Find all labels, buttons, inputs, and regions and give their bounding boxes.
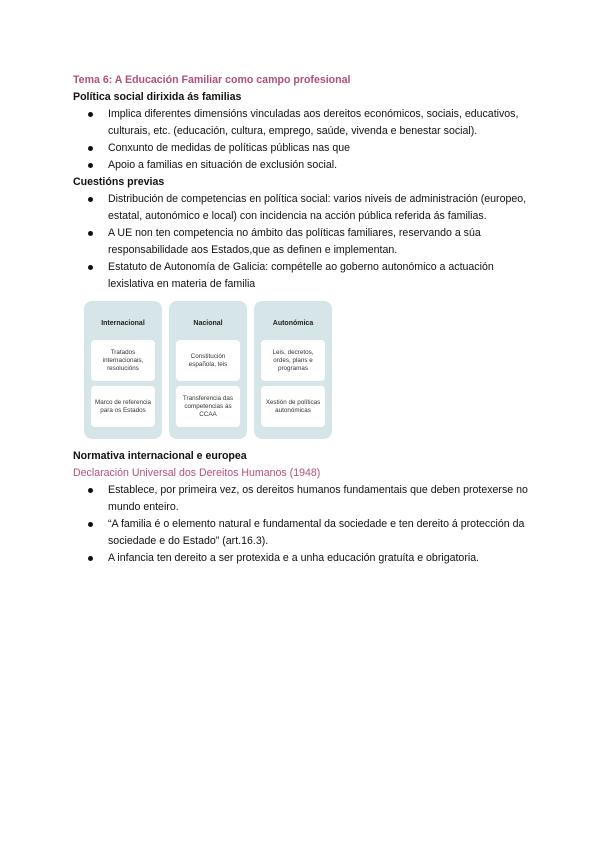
diagram-box: Tratados internacionais, resolucións — [91, 340, 155, 381]
diagram-box: Constitución española, leis — [176, 340, 240, 381]
bullet-list — [73, 191, 528, 293]
bullet-list — [73, 482, 528, 567]
column-heading: Internacional — [101, 320, 145, 327]
document-title: Tema 6: A Educación Familiar como campo profesional — [73, 74, 351, 86]
diagram-box: Xestión de políticas autonómicas — [261, 386, 325, 427]
list-item: Estatuto de Autonomía de Galicia: compételle ao goberno autonómico a actuación lexislativa en materia de familia — [73, 259, 528, 293]
diagram-box: Transferencia das competencias ás CCAA — [176, 386, 240, 427]
section-heading: Normativa internacional e europea — [73, 450, 247, 462]
diagram-column-nacional — [169, 301, 247, 439]
bullet-list — [73, 106, 528, 174]
section-heading: Cuestións previas — [73, 176, 165, 188]
section-heading: Política social dirixida ás familias — [73, 91, 242, 103]
list-item: Apoio a familias en situación de exclusión social. — [73, 157, 528, 174]
list-item: Establece, por primeira vez, os dereitos humanos fundamentais que deben protexerse no mundo enteiro. — [73, 482, 528, 516]
column-heading: Autonómica — [272, 320, 314, 327]
list-item: Conxunto de medidas de políticas públicas nas que — [73, 140, 528, 157]
diagram-box: Marco de referencia para os Estados — [91, 386, 155, 427]
list-item: A UE non ten competencia no ámbito das políticas familiares, reservando a súa responsabilidade aos Estados,que as definen e implementan. — [73, 225, 528, 259]
list-item: Implica diferentes dimensións vinculadas aos dereitos económicos, sociais, educativos, culturais, etc. (educación, cultura, emprego, saúde, vivenda e benestar social). — [73, 106, 528, 140]
competence-levels-diagram — [84, 301, 332, 439]
diagram-column-autonomica — [254, 301, 332, 439]
list-item: Distribución de competencias en política social: varios niveis de administración (europeo, estatal, autonómico e local) con incidencia na acción pública referida ás familias. — [73, 191, 528, 225]
list-item: “A familia é o elemento natural e fundamental da sociedade e ten dereito á protección da sociedade e do Estado” (art.16.3). — [73, 516, 528, 550]
list-item: A infancia ten dereito a ser protexida e a unha educación gratuíta e obrigatoria. — [73, 550, 528, 567]
diagram-column-internacional — [84, 301, 162, 439]
section-subheading: Declaración Universal dos Dereitos Humanos (1948) — [73, 467, 321, 479]
diagram-box: Leis, decretos, ordes, plans e programas — [261, 340, 325, 381]
column-heading: Nacional — [193, 320, 223, 327]
document-page — [73, 72, 528, 567]
